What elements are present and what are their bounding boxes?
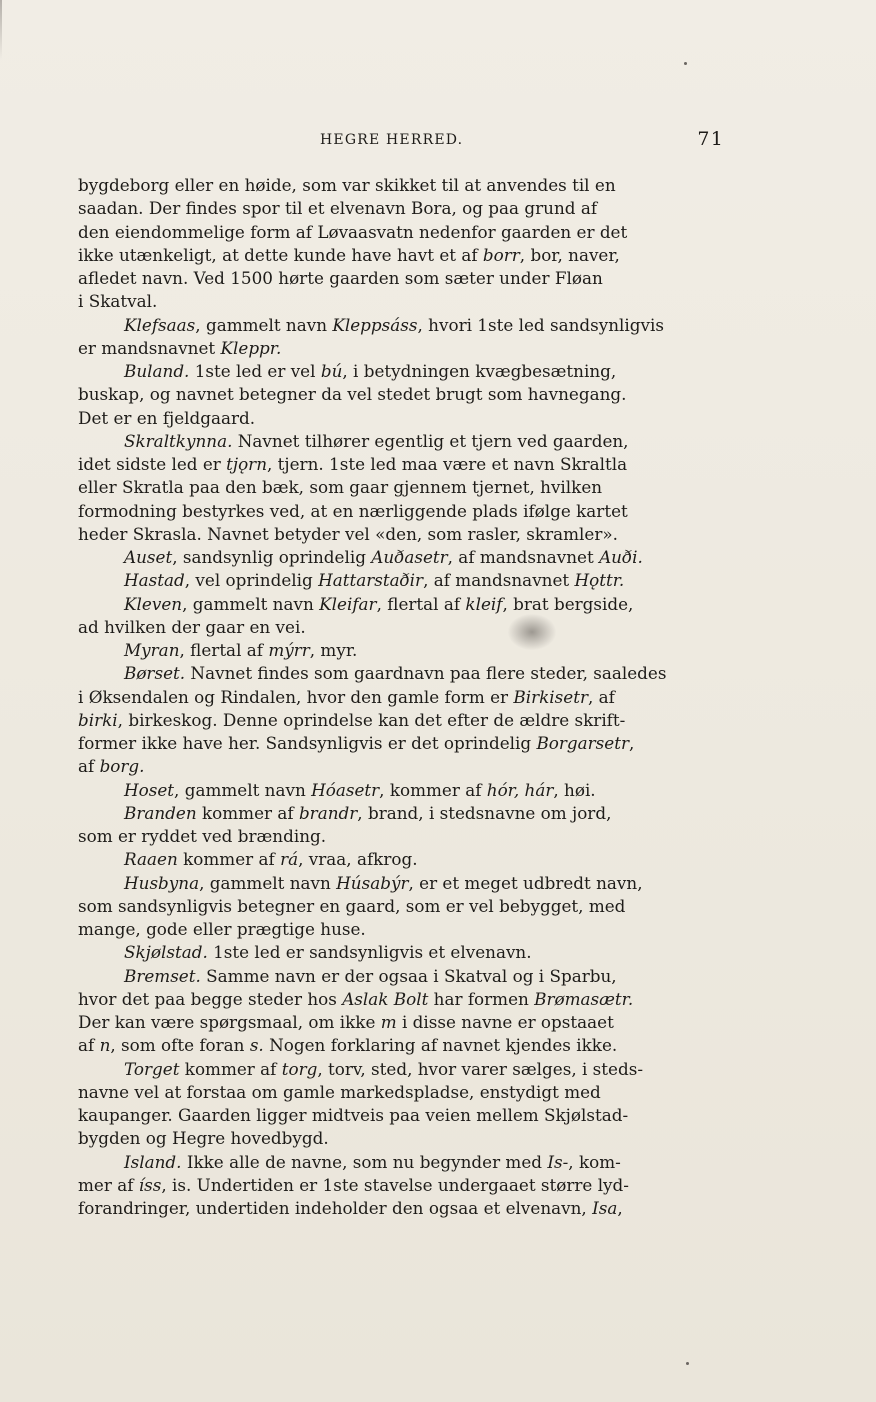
text-line <box>78 337 728 360</box>
text-run: eller Skratla paa den bæk, som gaar gjennem tjernet, hvilken <box>78 477 603 498</box>
text-run: , torv, sted, hvor varer sælges, i steds- <box>317 1058 643 1079</box>
text-run: , flertal af <box>376 593 466 614</box>
italic-term: Hattarstaðir <box>318 570 424 591</box>
text-line <box>78 1151 728 1174</box>
italic-term: Hoset <box>124 779 175 800</box>
text-line <box>78 267 728 290</box>
text-run: , is. Undertiden er 1ste stavelse undergaaet større lyd- <box>161 1174 629 1195</box>
text-run: , vraa, afkrog. <box>298 849 418 870</box>
text-run: af <box>78 1035 100 1056</box>
italic-term: Aslak Bolt <box>342 988 429 1009</box>
text-run: er mandsnavnet <box>78 337 221 358</box>
text-line <box>78 1174 728 1197</box>
italic-term: Myran <box>124 640 180 660</box>
text-line <box>78 500 728 523</box>
text-line <box>78 662 728 685</box>
italic-term: kleif <box>465 593 503 614</box>
text-run: , <box>617 1198 623 1218</box>
italic-term: Bremset. <box>124 965 201 986</box>
text-run: i Skatval. <box>78 291 158 312</box>
text-run: , af mandsnavnet <box>447 547 600 567</box>
text-line <box>78 732 728 755</box>
text-run: forandringer, undertiden indeholder den ogsaa et elvenavn, <box>78 1198 593 1218</box>
italic-term: Kleppr. <box>220 337 282 358</box>
italic-term: birki <box>78 709 118 730</box>
text-line <box>78 686 728 709</box>
running-title: HEGRE HERRED. <box>320 132 464 148</box>
text-line <box>78 569 728 592</box>
text-run: , høi. <box>553 779 596 800</box>
text-run: , i betydningen kvægbesætning, <box>342 361 617 381</box>
text-run: Navnet findes som gaardnavn paa flere steder, saaledes <box>185 663 667 684</box>
italic-term: Børset. <box>124 663 186 684</box>
text-line <box>78 593 728 616</box>
italic-term: Kleppsáss <box>332 314 418 335</box>
text-run: kommer af <box>177 849 281 870</box>
text-run: , <box>628 733 635 753</box>
italic-term: hór, hár <box>486 779 554 800</box>
text-run: som er ryddet ved brænding. <box>78 826 327 846</box>
italic-term: Hóasetr <box>311 779 380 800</box>
italic-term: Raaen <box>124 849 178 870</box>
text-line <box>78 314 728 337</box>
text-line <box>78 639 728 662</box>
text-run: 1ste led er sandsynligvis et elvenavn. <box>207 942 532 963</box>
italic-term: Isa <box>592 1198 618 1218</box>
page-number: 71 <box>697 128 724 150</box>
text-run: mange, gode eller prægtige huse. <box>78 919 366 939</box>
italic-term: torg <box>281 1058 318 1079</box>
italic-term: Kleifar <box>319 593 377 614</box>
text-run: , vel oprindelig <box>184 570 319 591</box>
text-line <box>78 988 728 1011</box>
italic-term: s. <box>249 1035 264 1056</box>
italic-term: Kleven <box>124 593 183 614</box>
text-line <box>78 546 728 569</box>
text-run: heder Skrasla. Navnet betyder vel «den, som rasler, skramler». <box>78 523 618 544</box>
text-run: , birkeskog. Denne oprindelse kan det efter de ældre skrift- <box>117 709 626 730</box>
text-line <box>78 616 728 639</box>
italic-term: Klefsaas <box>124 314 196 335</box>
text-line <box>78 290 728 313</box>
italic-term: Branden <box>124 802 197 823</box>
italic-term: Torget <box>124 1058 180 1079</box>
text-line <box>78 383 728 406</box>
italic-term: brandr <box>298 802 358 823</box>
italic-term: bú <box>320 361 343 381</box>
page-header <box>78 130 726 154</box>
text-run: , gammelt navn <box>182 593 320 614</box>
italic-term: Hastad <box>124 570 185 591</box>
italic-term: tjǫrn <box>226 454 268 474</box>
text-run: navne vel at forstaa om gamle markedspladse, enstydigt med <box>78 1081 601 1102</box>
text-run: , gammelt navn <box>174 779 312 800</box>
text-run: kommer af <box>196 802 299 823</box>
text-run: , flertal af <box>179 640 269 660</box>
italic-term: Auðasetr <box>371 547 448 567</box>
text-run: , gammelt navn <box>199 872 337 893</box>
italic-term: Buland. <box>124 361 190 381</box>
italic-term: Skraltkynna. <box>124 430 233 451</box>
text-run: formodning bestyrkes ved, at en nærliggende plads ifølge kartet <box>78 500 628 521</box>
text-line <box>78 755 728 778</box>
italic-term: Auði. <box>599 547 643 567</box>
text-run: Samme navn er der ogsaa i Skatval og i Sparbu, <box>200 965 617 986</box>
text-run: saadan. Der findes spor til et elvenavn Bora, og paa grund af <box>78 198 598 219</box>
italic-term: mýrr <box>268 640 310 660</box>
text-line <box>78 453 728 476</box>
ink-stain <box>508 614 556 650</box>
text-line <box>78 1104 728 1127</box>
text-run: kaupanger. Gaarden ligger midtveis paa veien mellem Skjølstad- <box>78 1105 629 1125</box>
text-run: afledet navn. Ved 1500 hørte gaarden som sæter under Fløan <box>78 268 603 288</box>
text-run: idet sidste led er <box>78 454 227 474</box>
text-run: Der kan være spørgsmaal, om ikke <box>78 1012 381 1032</box>
text-run: , er et meget udbredt navn, <box>408 872 643 893</box>
page-edge-shadow <box>0 0 2 60</box>
italic-term: n <box>99 1035 111 1056</box>
text-line <box>78 872 728 895</box>
text-line <box>78 197 728 220</box>
text-run: ikke utænkeligt, at dette kunde have havt et af <box>78 244 483 265</box>
speck-mark <box>686 1362 689 1365</box>
text-run: , brand, i stedsnavne om jord, <box>357 802 612 823</box>
text-run: , brat bergside, <box>502 593 634 614</box>
text-run: , kom- <box>568 1151 621 1172</box>
text-line <box>78 1197 728 1220</box>
text-run: , kommer af <box>379 779 487 800</box>
text-run: , bor, naver, <box>519 244 620 265</box>
text-run: , myr. <box>309 640 358 660</box>
text-line <box>78 1127 728 1150</box>
text-line <box>78 430 728 453</box>
text-run: , som ofte foran <box>110 1035 250 1056</box>
text-line <box>78 965 728 988</box>
text-line <box>78 825 728 848</box>
text-line <box>78 221 728 244</box>
text-line <box>78 1034 728 1057</box>
italic-term: rá <box>280 849 299 870</box>
body-text <box>78 174 728 1220</box>
text-run: , tjern. 1ste led maa være et navn Skraltla <box>267 454 628 474</box>
text-line <box>78 709 728 732</box>
text-line <box>78 848 728 871</box>
text-run: Ikke alle de navne, som nu begynder med <box>181 1151 548 1172</box>
text-line <box>78 407 728 430</box>
text-line <box>78 941 728 964</box>
text-run: , sandsynlig oprindelig <box>172 547 372 567</box>
text-line <box>78 895 728 918</box>
italic-term: Is- <box>547 1151 569 1172</box>
text-run: Det er en fjeldgaard. <box>78 407 256 428</box>
text-line <box>78 1058 728 1081</box>
speck-mark <box>684 62 687 65</box>
text-line <box>78 244 728 267</box>
italic-term: Island. <box>124 1151 182 1172</box>
text-run: i disse navne er opstaaet <box>396 1012 614 1032</box>
italic-term: borr <box>482 244 520 265</box>
text-line <box>78 802 728 825</box>
text-run: den eiendommelige form af Løvaasvatn nedenfor gaarden er det <box>78 221 628 242</box>
italic-term: Húsabýr <box>336 872 409 893</box>
italic-term: borg. <box>99 756 145 777</box>
text-line <box>78 360 728 383</box>
text-run: former ikke have her. Sandsynligvis er det oprindelig <box>78 733 537 753</box>
text-run: af <box>78 756 100 777</box>
italic-term: Birkisetr <box>513 686 588 707</box>
italic-term: Skjølstad. <box>124 942 208 963</box>
text-run: buskap, og navnet betegner da vel stedet brugt som havnegang. <box>78 384 627 405</box>
text-run: , gammelt navn <box>195 314 333 335</box>
text-run: mer af <box>78 1174 139 1195</box>
text-line <box>78 779 728 802</box>
text-run: har formen <box>428 988 535 1009</box>
italic-term: íss <box>138 1174 162 1195</box>
text-run: hvor det paa begge steder hos <box>78 988 343 1009</box>
text-line <box>78 1011 728 1034</box>
italic-term: Husbyna <box>124 872 200 893</box>
italic-term: m <box>380 1012 397 1032</box>
text-line <box>78 1081 728 1104</box>
text-run: , af <box>587 686 615 707</box>
italic-term: Brømasætr. <box>534 988 634 1009</box>
text-run: 1ste led er vel <box>189 361 321 381</box>
italic-term: Auset <box>124 547 173 567</box>
italic-term: Hǫttr. <box>574 570 625 591</box>
text-run: bygdeborg eller en høide, som var skikket til at anvendes til en <box>78 175 616 195</box>
text-run: Navnet tilhører egentlig et tjern ved gaarden, <box>232 430 629 451</box>
text-line <box>78 523 728 546</box>
text-run: i Øksendalen og Rindalen, hvor den gamle form er <box>78 686 514 707</box>
text-line <box>78 476 728 499</box>
text-run: , hvori 1ste led sandsynligvis <box>417 314 664 335</box>
text-run: kommer af <box>179 1058 282 1079</box>
text-line <box>78 918 728 941</box>
text-run: som sandsynligvis betegner en gaard, som er vel bebygget, med <box>78 895 626 916</box>
text-run: ad hvilken der gaar en vei. <box>78 616 306 637</box>
italic-term: Borgarsetr <box>536 733 629 753</box>
text-run: Nogen forklaring af navnet kjendes ikke. <box>263 1035 618 1056</box>
text-line <box>78 174 728 197</box>
text-run: , af mandsnavnet <box>423 570 575 591</box>
text-run: bygden og Hegre hovedbygd. <box>78 1128 329 1149</box>
